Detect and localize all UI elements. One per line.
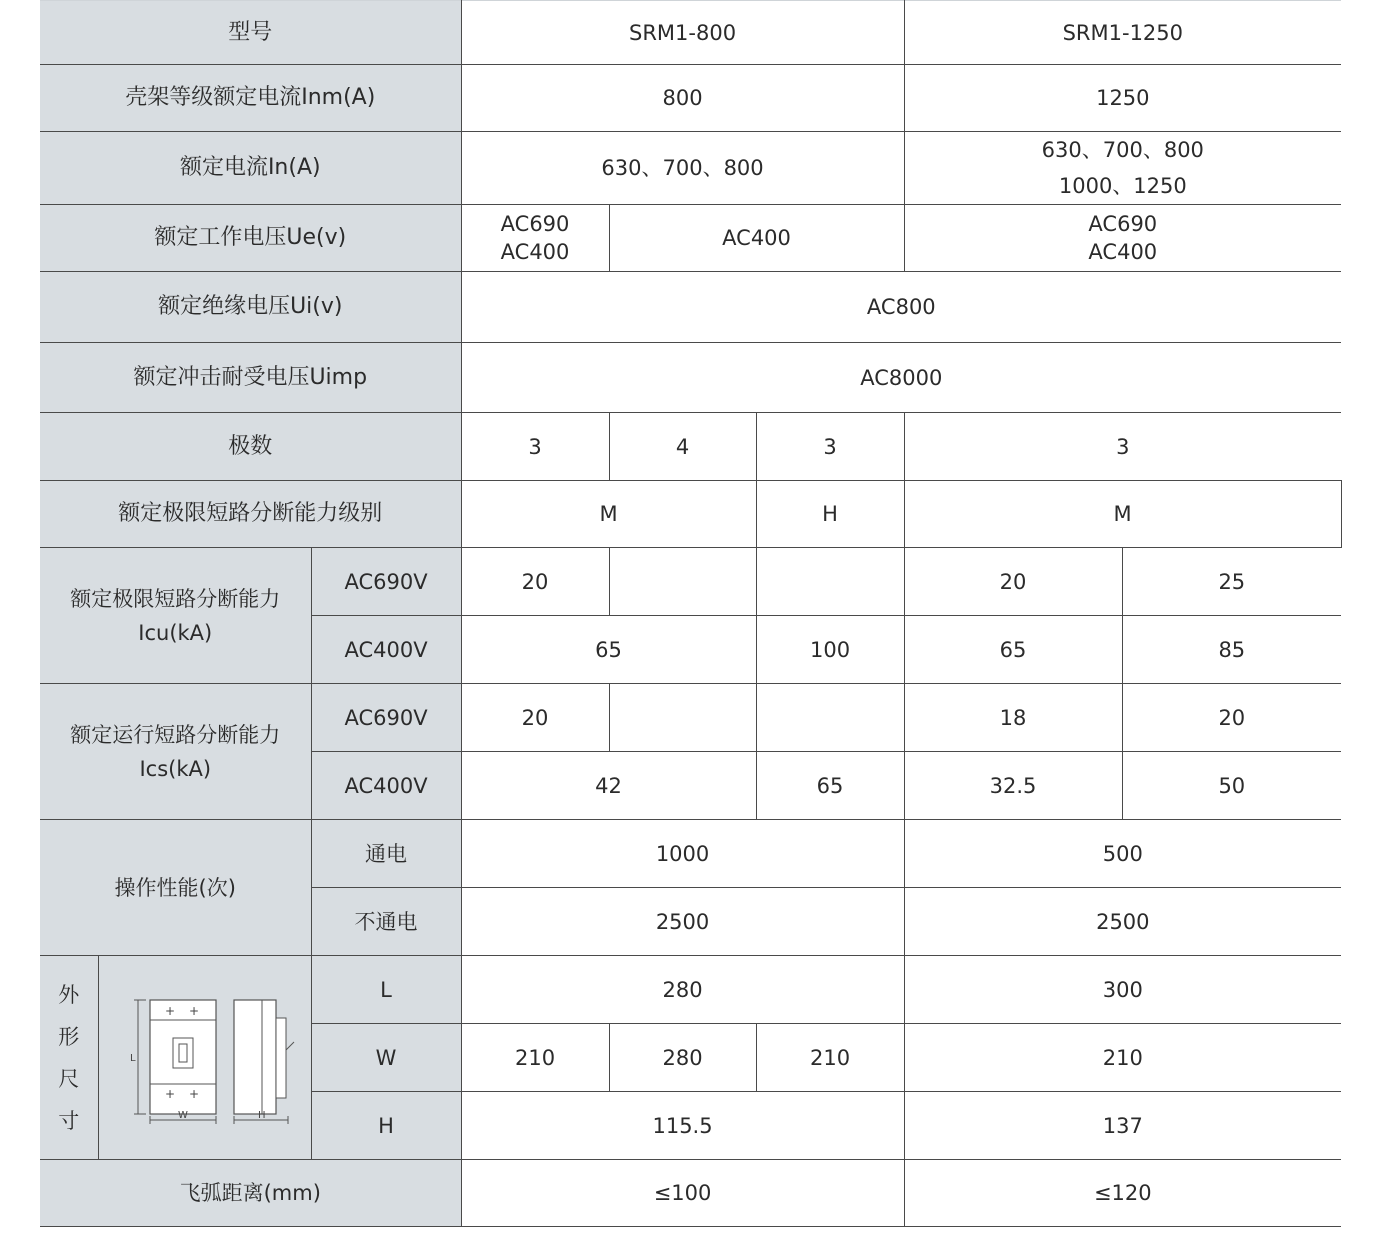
svg-text:+: + [188, 1086, 199, 1101]
dimension-h-srm800: 115.5 [461, 1092, 904, 1160]
operation-powered-label: 通电 [311, 820, 461, 888]
icu-ac400-v3: 65 [904, 616, 1122, 684]
icu-ac690-v1: 20 [461, 548, 609, 616]
dimension-l-srm1250: 300 [904, 956, 1341, 1024]
dimension-h-label: H [311, 1092, 461, 1160]
ics-label-line2: Ics(kA) [139, 756, 212, 781]
dimensions-label [40, 956, 98, 1160]
frame-current-srm800: 800 [461, 65, 904, 132]
ics-ac400-label: AC400V [311, 752, 461, 820]
icu-ac690-v4: 20 [904, 548, 1122, 616]
row-insulation-voltage [40, 272, 1341, 343]
work-voltage-label: 额定工作电压Ue(v) [40, 205, 461, 272]
dimension-w-v2: 280 [609, 1024, 756, 1092]
dimension-l-label: L [311, 956, 461, 1024]
model-label: 型号 [40, 1, 461, 65]
operation-powered-srm800: 1000 [461, 820, 904, 888]
ics-ac690-v5: 20 [1122, 684, 1341, 752]
ics-ac690-label: AC690V [311, 684, 461, 752]
frame-current-label: 壳架等级额定电流Inm(A) [40, 65, 461, 132]
row-dimension-l [40, 956, 1341, 1024]
operation-unpowered-label: 不通电 [311, 888, 461, 956]
icu-ac400-label: AC400V [311, 616, 461, 684]
work-voltage-srm800-a [461, 205, 609, 272]
row-frame-current [40, 65, 1341, 132]
rated-current-srm1250-line1: 630、700、800 [1041, 138, 1204, 162]
row-icu-ac690 [40, 548, 1341, 616]
rated-current-srm800: 630、700、800 [461, 132, 904, 205]
rated-current-srm1250 [904, 132, 1341, 205]
dimension-w-v4: 210 [904, 1024, 1341, 1092]
row-poles [40, 413, 1341, 481]
work-voltage-srm800-b: AC400 [609, 205, 904, 272]
ics-ac690-v2 [609, 684, 756, 752]
icu-ac690-v3 [756, 548, 904, 616]
icu-ac690-label: AC690V [311, 548, 461, 616]
operation-unpowered-srm800: 2500 [461, 888, 904, 956]
icu-label-line1: 额定极限短路分断能力 [70, 586, 281, 611]
dimension-w-label: W [311, 1024, 461, 1092]
poles-v1: 3 [461, 413, 609, 481]
dimension-h-srm1250: 137 [904, 1092, 1341, 1160]
icu-ac400-v2: 100 [756, 616, 904, 684]
diagram-w-label: W [177, 1109, 188, 1121]
work-voltage-srm1250 [904, 205, 1341, 272]
frame-current-srm1250: 1250 [904, 65, 1341, 132]
row-operation-powered [40, 820, 1341, 888]
dimensions-label-char-4: 寸 [58, 1108, 80, 1133]
work-voltage-srm800-a-line2: AC400 [500, 240, 570, 264]
work-voltage-srm1250-line1: AC690 [1088, 212, 1158, 236]
dimensions-label-char-2: 形 [58, 1024, 80, 1049]
icu-ac690-v2 [609, 548, 756, 616]
dimension-l-srm800: 280 [461, 956, 904, 1024]
operation-label: 操作性能(次) [40, 820, 311, 956]
diagram-h-label: H [257, 1109, 266, 1121]
arc-distance-srm800: ≤100 [461, 1160, 904, 1227]
row-arc-distance [40, 1160, 1341, 1227]
operation-powered-srm1250: 500 [904, 820, 1341, 888]
insulation-voltage-value: AC800 [461, 272, 1341, 343]
impulse-voltage-value: AC8000 [461, 343, 1341, 413]
ics-ac400-v2: 65 [756, 752, 904, 820]
impulse-voltage-label: 额定冲击耐受电压Uimp [40, 343, 461, 413]
spec-table-container [40, 0, 1341, 1227]
work-voltage-srm1250-line2: AC400 [1088, 240, 1158, 264]
row-work-voltage [40, 205, 1341, 272]
row-rated-current [40, 132, 1341, 205]
ics-ac690-v1: 20 [461, 684, 609, 752]
dimensions-label-char-1: 外 [58, 982, 80, 1007]
model-srm800: SRM1-800 [461, 1, 904, 65]
icu-label [40, 548, 311, 684]
diagram-l-label: L [129, 1052, 136, 1064]
dimensions-label-char-3: 尺 [58, 1066, 80, 1091]
model-srm1250: SRM1-1250 [904, 1, 1341, 65]
insulation-voltage-label: 额定绝缘电压Ui(v) [40, 272, 461, 343]
spec-table [40, 0, 1341, 1227]
dimension-diagram-cell [98, 956, 311, 1160]
dimension-w-v1: 210 [461, 1024, 609, 1092]
work-voltage-srm800-a-line1: AC690 [500, 212, 570, 236]
ics-ac690-v4: 18 [904, 684, 1122, 752]
svg-text:+: + [164, 1086, 175, 1101]
poles-v3: 3 [756, 413, 904, 481]
ics-label-line1: 额定运行短路分断能力 [70, 722, 281, 747]
dimension-w-v3: 210 [756, 1024, 904, 1092]
row-impulse-voltage [40, 343, 1341, 413]
breaker-dimension-diagram [110, 988, 300, 1128]
icu-ac690-v5: 25 [1122, 548, 1341, 616]
ics-ac400-v3: 32.5 [904, 752, 1122, 820]
ics-ac690-v3 [756, 684, 904, 752]
breaking-level-v1: M [461, 481, 756, 548]
breaking-level-label: 额定极限短路分断能力级别 [40, 481, 461, 548]
rated-current-label: 额定电流In(A) [40, 132, 461, 205]
row-ics-ac690 [40, 684, 1341, 752]
icu-label-line2: Icu(kA) [138, 620, 213, 645]
row-breaking-level [40, 481, 1341, 548]
poles-v2: 4 [609, 413, 756, 481]
breaking-level-v2: H [756, 481, 904, 548]
ics-ac400-v1: 42 [461, 752, 756, 820]
row-model [40, 1, 1341, 65]
arc-distance-label: 飞弧距离(mm) [40, 1160, 461, 1227]
poles-label: 极数 [40, 413, 461, 481]
breaking-level-v3: M [904, 481, 1341, 548]
svg-text:+: + [188, 1003, 199, 1018]
arc-distance-srm1250: ≤120 [904, 1160, 1341, 1227]
operation-unpowered-srm1250: 2500 [904, 888, 1341, 956]
svg-text:+: + [164, 1003, 175, 1018]
ics-label [40, 684, 311, 820]
icu-ac400-v1: 65 [461, 616, 756, 684]
rated-current-srm1250-line2: 1000、1250 [1058, 174, 1187, 198]
poles-v4: 3 [904, 413, 1341, 481]
ics-ac400-v4: 50 [1122, 752, 1341, 820]
icu-ac400-v4: 85 [1122, 616, 1341, 684]
